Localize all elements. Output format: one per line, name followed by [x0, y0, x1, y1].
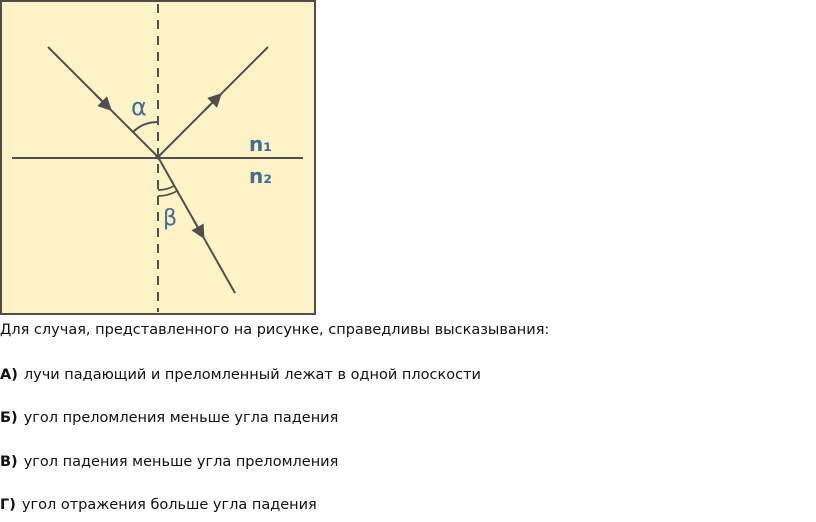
option-g-letter: Г) [0, 497, 16, 513]
option-g-text: угол отражения больше угла падения [21, 497, 317, 513]
option-a[interactable] [0, 367, 481, 383]
beta-label: β [163, 206, 178, 231]
option-v-text: угол падения меньше угла преломления [23, 454, 339, 470]
alpha-label: α [131, 93, 147, 121]
option-b[interactable] [0, 410, 338, 426]
refraction-diagram [0, 0, 318, 316]
option-b-letter: Б) [0, 410, 18, 426]
option-b-text: угол преломления меньше угла падения [23, 410, 339, 426]
option-v-letter: В) [0, 454, 18, 470]
option-g[interactable] [0, 497, 317, 513]
option-a-text: лучи падающий и преломленный лежат в одной плоскости [23, 367, 481, 383]
option-a-letter: А) [0, 367, 18, 383]
option-v[interactable] [0, 454, 338, 470]
question-prompt: Для случая, представленного на рисунке, справедливы высказывания: [0, 322, 550, 338]
incidence-point [156, 155, 161, 160]
medium-2-label: n₂ [249, 164, 272, 188]
medium-1-label: n₁ [249, 132, 272, 156]
